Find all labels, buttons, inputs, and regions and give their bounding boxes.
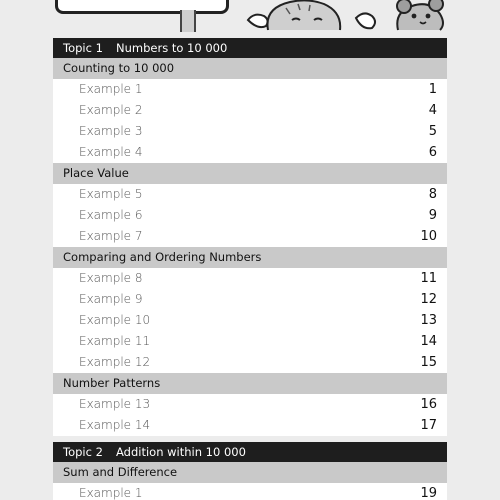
- entry-page: 13: [420, 313, 437, 328]
- entry-label: Example 13: [79, 397, 151, 411]
- entry-page: 9: [428, 208, 437, 223]
- entry-label: Example 10: [79, 313, 151, 327]
- entry-label: Example 1: [79, 82, 143, 96]
- toc-entry[interactable]: [53, 331, 447, 352]
- toc-entry[interactable]: [53, 142, 447, 163]
- entry-page: 1: [428, 82, 437, 97]
- entry-label: Example 3: [79, 124, 143, 138]
- section-header: Number Patterns: [53, 373, 447, 394]
- entry-page: 19: [420, 486, 437, 500]
- cartoon-animals-illustration: [0, 0, 500, 34]
- toc-entry[interactable]: [53, 79, 447, 100]
- topic-header: [53, 38, 447, 58]
- mouse-ear: [397, 0, 411, 13]
- toc-entry[interactable]: [53, 100, 447, 121]
- entry-label: Example 1: [79, 486, 143, 500]
- topic-number: Topic 1: [63, 41, 103, 55]
- entry-page: 17: [420, 418, 437, 433]
- entry-label: Example 7: [79, 229, 143, 243]
- entry-label: Example 6: [79, 208, 143, 222]
- section-header: Place Value: [53, 163, 447, 184]
- mouse-eye: [412, 14, 417, 19]
- entry-page: 11: [420, 271, 437, 286]
- entry-page: 4: [428, 103, 437, 118]
- entry-page: 15: [420, 355, 437, 370]
- toc-entry[interactable]: [53, 415, 447, 436]
- toc-entry[interactable]: [53, 394, 447, 415]
- topic-1-table: [53, 38, 447, 436]
- topic-title: Numbers to 10 000: [116, 41, 228, 55]
- mouse-eye: [426, 14, 431, 19]
- toc-entry[interactable]: [53, 289, 447, 310]
- entry-page: 12: [420, 292, 437, 307]
- cat-head: [267, 0, 340, 30]
- entry-page: 16: [420, 397, 437, 412]
- entry-page: 5: [428, 124, 437, 139]
- entry-page: 6: [428, 145, 437, 160]
- cat-paw-right: [356, 13, 375, 28]
- topic-title: Addition within 10 000: [116, 445, 246, 459]
- entry-label: Example 2: [79, 103, 143, 117]
- toc-entry[interactable]: [53, 268, 447, 289]
- entry-label: Example 12: [79, 355, 151, 369]
- entry-page: 8: [428, 187, 437, 202]
- entry-label: Example 5: [79, 187, 143, 201]
- entry-label: Example 9: [79, 292, 143, 306]
- toc-entry[interactable]: [53, 226, 447, 247]
- entry-page: 10: [420, 229, 437, 244]
- entry-label: Example 8: [79, 271, 143, 285]
- toc-entry[interactable]: [53, 352, 447, 373]
- toc-entry[interactable]: [53, 121, 447, 142]
- topic-number: Topic 2: [63, 445, 103, 459]
- toc-entry[interactable]: [53, 483, 447, 500]
- section-header: Counting to 10 000: [53, 58, 447, 79]
- entry-page: 14: [420, 334, 437, 349]
- mouse-ear: [429, 0, 443, 11]
- cat-paw-left: [248, 15, 268, 27]
- toc-entry[interactable]: [53, 184, 447, 205]
- topic-2-table: [53, 442, 447, 500]
- entry-label: Example 14: [79, 418, 151, 432]
- entry-label: Example 4: [79, 145, 143, 159]
- section-header: Sum and Difference: [53, 462, 447, 483]
- entry-label: Example 11: [79, 334, 151, 348]
- section-header: Comparing and Ordering Numbers: [53, 247, 447, 268]
- header-illustration: [0, 0, 500, 34]
- toc-entry[interactable]: [53, 205, 447, 226]
- toc-entry[interactable]: [53, 310, 447, 331]
- topic-header: [53, 442, 447, 462]
